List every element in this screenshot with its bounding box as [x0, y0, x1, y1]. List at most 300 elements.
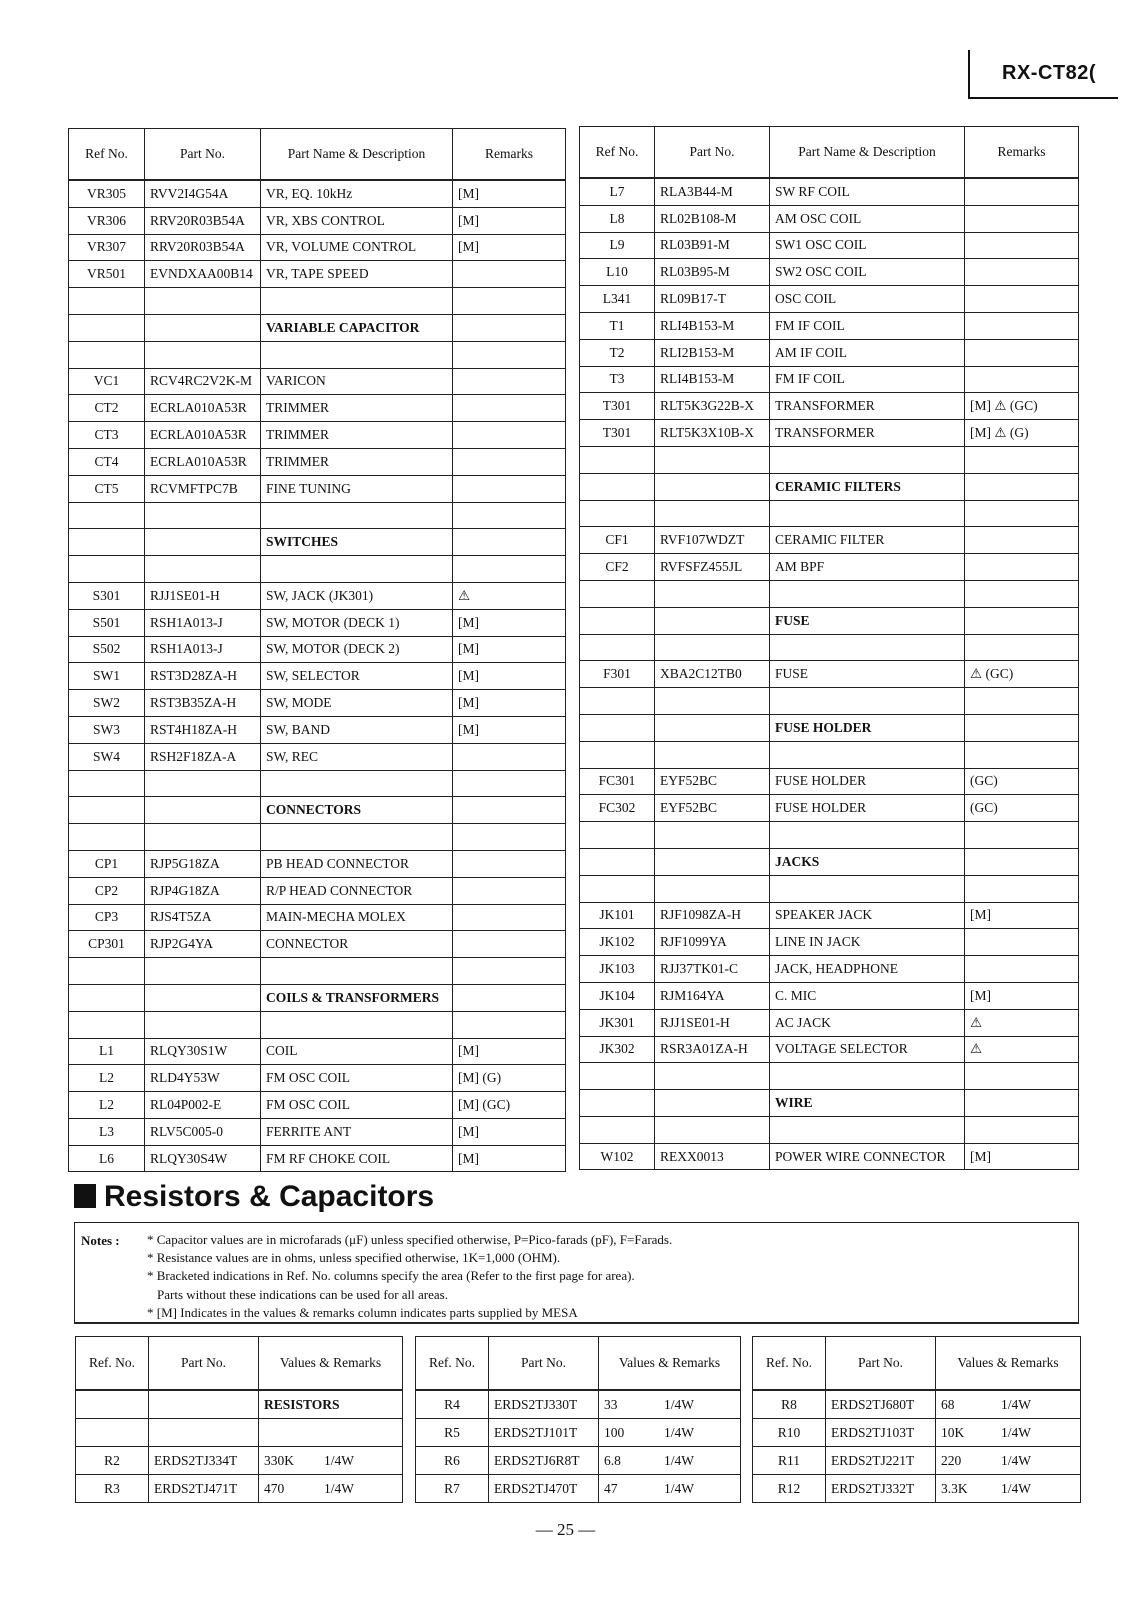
cell-ref-no: T3 [580, 366, 655, 393]
cell-remarks: (GC) [965, 795, 1079, 822]
cell-ref-no [69, 770, 145, 797]
cell-part-no: RRV20R03B54A [145, 234, 261, 261]
cell-part-no: ERDS2TJ221T [826, 1447, 936, 1475]
cell-description: FERRITE ANT [261, 1118, 453, 1145]
cell-part-no: RVFSFZ455JL [655, 554, 770, 581]
table-row [580, 1143, 1079, 1170]
col-ref-no: Ref. No. [416, 1337, 489, 1391]
table-row [69, 1065, 566, 1092]
cell-part-no [655, 822, 770, 849]
cell-ref-no: VC1 [69, 368, 145, 395]
cell-values-remarks [936, 1419, 1081, 1447]
cell-description: AM BPF [770, 554, 965, 581]
resistance-value: 10K [941, 1424, 965, 1440]
table-row [76, 1475, 403, 1503]
cell-part-no: RL03B91-M [655, 232, 770, 259]
cell-part-no: ERDS2TJ6R8T [489, 1447, 599, 1475]
table-row [69, 904, 566, 931]
cell-ref-no: R7 [416, 1475, 489, 1503]
cell-ref-no: CF2 [580, 554, 655, 581]
section-bullet-icon [74, 1184, 96, 1208]
cell-part-no: RL04P002-E [145, 1092, 261, 1119]
cell-description [770, 500, 965, 527]
cell-description: CERAMIC FILTER [770, 527, 965, 554]
cell-part-no: ERDS2TJ332T [826, 1475, 936, 1503]
cell-ref-no [69, 1011, 145, 1038]
wattage-value: 1/4W [324, 1452, 354, 1468]
cell-ref-no: SW4 [69, 743, 145, 770]
cell-ref-no [580, 607, 655, 634]
table-row [580, 500, 1079, 527]
cell-description: FUSE HOLDER [770, 768, 965, 795]
table-row [69, 609, 566, 636]
section-heading: FUSE HOLDER [770, 714, 965, 741]
cell-part-no: ERDS2TJ471T [149, 1475, 259, 1503]
table-row [416, 1390, 741, 1419]
cell-ref-no [76, 1419, 149, 1447]
cell-remarks [965, 446, 1079, 473]
cell-ref-no: L341 [580, 286, 655, 313]
table-row [753, 1390, 1081, 1419]
cell-ref-no [580, 500, 655, 527]
cell-remarks [965, 205, 1079, 232]
notes-list [147, 1231, 672, 1322]
resistance-value: 3.3K [941, 1480, 968, 1496]
cell-remarks: (GC) [965, 768, 1079, 795]
cell-ref-no [69, 529, 145, 556]
cell-remarks [965, 527, 1079, 554]
cell-part-no [655, 875, 770, 902]
cell-ref-no [69, 341, 145, 368]
table-row [580, 1090, 1079, 1117]
section-heading: CERAMIC FILTERS [770, 473, 965, 500]
wattage-value: 1/4W [1001, 1424, 1031, 1440]
wattage-value: 1/4W [664, 1452, 694, 1468]
cell-part-no: RLA3B44-M [655, 178, 770, 205]
cell-ref-no [69, 958, 145, 985]
cell-remarks [965, 1063, 1079, 1090]
cell-remarks [453, 261, 566, 288]
resistance-value: 68 [941, 1396, 955, 1412]
table-row [69, 1118, 566, 1145]
table-row [69, 368, 566, 395]
cell-ref-no: R11 [753, 1447, 826, 1475]
cell-description [770, 741, 965, 768]
cell-description: SW, JACK (JK301) [261, 582, 453, 609]
cell-description: TRIMMER [261, 448, 453, 475]
table-row [69, 180, 566, 207]
cell-part-no [145, 502, 261, 529]
cell-ref-no [69, 288, 145, 315]
cell-remarks: [M] [453, 1118, 566, 1145]
cell-part-no: ERDS2TJ101T [489, 1419, 599, 1447]
col-description: Part Name & Description [261, 129, 453, 181]
table-row [580, 822, 1079, 849]
cell-remarks [965, 714, 1079, 741]
table-row [753, 1475, 1081, 1503]
col-part-no: Part No. [655, 127, 770, 179]
col-part-no: Part No. [145, 129, 261, 181]
table-row [69, 984, 566, 1011]
cell-part-no [655, 446, 770, 473]
cell-values-remarks [599, 1390, 741, 1419]
cell-ref-no: CT5 [69, 475, 145, 502]
cell-ref-no: F301 [580, 661, 655, 688]
table-row [580, 607, 1079, 634]
resistance-value: 470 [264, 1480, 285, 1496]
table-row [580, 795, 1079, 822]
cell-ref-no: CF1 [580, 527, 655, 554]
resistance-value: 330K [264, 1452, 294, 1468]
cell-description: MAIN-MECHA MOLEX [261, 904, 453, 931]
cell-remarks [965, 554, 1079, 581]
section-heading: FUSE [770, 607, 965, 634]
cell-ref-no [76, 1390, 149, 1419]
cell-description [770, 580, 965, 607]
cell-part-no: RLQY30S1W [145, 1038, 261, 1065]
cell-description: COIL [261, 1038, 453, 1065]
cell-description: AM IF COIL [770, 339, 965, 366]
cell-part-no: RST3B35ZA-H [145, 690, 261, 717]
table-row [580, 929, 1079, 956]
col-remarks: Remarks [965, 127, 1079, 179]
cell-part-no: ERDS2TJ103T [826, 1419, 936, 1447]
cell-part-no: RVF107WDZT [655, 527, 770, 554]
cell-description: JACK, HEADPHONE [770, 956, 965, 983]
cell-ref-no: JK301 [580, 1009, 655, 1036]
cell-part-no: RRV20R03B54A [145, 207, 261, 234]
parts-table-left [68, 128, 566, 1172]
cell-ref-no: W102 [580, 1143, 655, 1170]
cell-description [261, 770, 453, 797]
cell-description [261, 958, 453, 985]
section-title-text: Resistors & Capacitors [104, 1180, 435, 1213]
cell-part-no [145, 341, 261, 368]
cell-description: VR, EQ. 10kHz [261, 180, 453, 207]
cell-description: VR, TAPE SPEED [261, 261, 453, 288]
cell-ref-no: VR307 [69, 234, 145, 261]
cell-description: VR, XBS CONTROL [261, 207, 453, 234]
cell-remarks [965, 286, 1079, 313]
cell-remarks: [M] [453, 180, 566, 207]
cell-part-no [655, 1063, 770, 1090]
cell-part-no: RCV4RC2V2K-M [145, 368, 261, 395]
cell-values-remarks [936, 1475, 1081, 1503]
cell-description: SW2 OSC COIL [770, 259, 965, 286]
col-ref-no: Ref No. [69, 129, 145, 181]
cell-part-no: RL03B95-M [655, 259, 770, 286]
table-row [580, 420, 1079, 447]
cell-ref-no: S501 [69, 609, 145, 636]
cell-part-no: RL09B17-T [655, 286, 770, 313]
cell-remarks [453, 422, 566, 449]
cell-remarks: [M] [453, 207, 566, 234]
col-values-remarks: Values & Remarks [599, 1337, 741, 1391]
section-heading: CONNECTORS [261, 797, 453, 824]
table-row [580, 741, 1079, 768]
cell-remarks [965, 875, 1079, 902]
cell-ref-no: VR306 [69, 207, 145, 234]
cell-remarks [965, 634, 1079, 661]
cell-remarks: ⚠ (GC) [965, 661, 1079, 688]
cell-description: FM IF COIL [770, 312, 965, 339]
cell-ref-no [580, 473, 655, 500]
table-row [69, 207, 566, 234]
section-heading: VARIABLE CAPACITOR [261, 314, 453, 341]
cell-remarks [965, 1116, 1079, 1143]
cell-ref-no: JK103 [580, 956, 655, 983]
cell-remarks: [M] [453, 609, 566, 636]
table-row [580, 982, 1079, 1009]
cell-part-no: RSH2F18ZA-A [145, 743, 261, 770]
table-row [580, 1063, 1079, 1090]
wattage-value: 1/4W [664, 1480, 694, 1496]
col-ref-no: Ref. No. [753, 1337, 826, 1391]
cell-remarks [453, 502, 566, 529]
cell-description: R/P HEAD CONNECTOR [261, 877, 453, 904]
note-item: * Capacitor values are in microfarads (μF) unless specified otherwise, P=Pico-farads (pF), F=Farads. [147, 1232, 673, 1247]
cell-ref-no [580, 822, 655, 849]
cell-ref-no [580, 580, 655, 607]
cell-part-no: RJF1099YA [655, 929, 770, 956]
cell-ref-no: R12 [753, 1475, 826, 1503]
table-row [69, 690, 566, 717]
cell-part-no: RJS4T5ZA [145, 904, 261, 931]
table-row [580, 259, 1079, 286]
cell-ref-no: L8 [580, 205, 655, 232]
cell-ref-no: CT4 [69, 448, 145, 475]
cell-remarks: ⚠ [965, 1036, 1079, 1063]
cell-remarks [453, 958, 566, 985]
table-row [69, 931, 566, 958]
table-row [69, 422, 566, 449]
table-row [69, 288, 566, 315]
cell-ref-no: R5 [416, 1419, 489, 1447]
table-row [69, 958, 566, 985]
cell-description: SW, BAND [261, 716, 453, 743]
resistance-value: 47 [604, 1480, 618, 1496]
cell-part-no [149, 1390, 259, 1419]
cell-remarks [965, 848, 1079, 875]
table-row [69, 448, 566, 475]
cell-values-remarks [259, 1447, 403, 1475]
cell-description: SW, MOTOR (DECK 2) [261, 636, 453, 663]
cell-remarks: [M] [965, 982, 1079, 1009]
cell-part-no [145, 797, 261, 824]
cell-remarks: ⚠ [453, 582, 566, 609]
cell-part-no: ERDS2TJ334T [149, 1447, 259, 1475]
cell-ref-no: T301 [580, 420, 655, 447]
cell-values-remarks [599, 1419, 741, 1447]
table-row [69, 1011, 566, 1038]
cell-remarks: [M] ⚠ (GC) [965, 393, 1079, 420]
table-row [69, 636, 566, 663]
cell-description: OSC COIL [770, 286, 965, 313]
cell-ref-no: T1 [580, 312, 655, 339]
cell-remarks [965, 956, 1079, 983]
cell-remarks: [M] [965, 902, 1079, 929]
cell-part-no: RJF1098ZA-H [655, 902, 770, 929]
cell-ref-no: L7 [580, 178, 655, 205]
table-header-row [753, 1337, 1081, 1391]
cell-remarks [453, 824, 566, 851]
cell-ref-no: R6 [416, 1447, 489, 1475]
cell-remarks [965, 1090, 1079, 1117]
table-row [69, 663, 566, 690]
cell-remarks [965, 741, 1079, 768]
cell-part-no [655, 688, 770, 715]
cell-values-remarks [599, 1447, 741, 1475]
wattage-value: 1/4W [1001, 1396, 1031, 1412]
cell-description [261, 502, 453, 529]
cell-ref-no: R4 [416, 1390, 489, 1419]
cell-part-no: RLQY30S4W [145, 1145, 261, 1172]
cell-description: SPEAKER JACK [770, 902, 965, 929]
cell-remarks [453, 395, 566, 422]
cell-part-no: RVV2I4G54A [145, 180, 261, 207]
table-row [580, 527, 1079, 554]
col-ref-no: Ref. No. [76, 1337, 149, 1391]
cell-description: SW, REC [261, 743, 453, 770]
table-row [753, 1419, 1081, 1447]
cell-part-no: RJJ37TK01-C [655, 956, 770, 983]
cell-description: SW, MODE [261, 690, 453, 717]
cell-part-no [145, 958, 261, 985]
resistance-value: 6.8 [604, 1452, 621, 1468]
cell-description: SW, MOTOR (DECK 1) [261, 609, 453, 636]
cell-remarks [965, 312, 1079, 339]
cell-remarks [453, 931, 566, 958]
cell-ref-no: VR305 [69, 180, 145, 207]
cell-values-remarks [259, 1419, 403, 1447]
cell-ref-no [580, 688, 655, 715]
cell-remarks [453, 448, 566, 475]
table-header-row [76, 1337, 403, 1391]
table-row [416, 1447, 741, 1475]
cell-description [261, 288, 453, 315]
table-row [580, 554, 1079, 581]
cell-part-no: ERDS2TJ330T [489, 1390, 599, 1419]
cell-ref-no: T301 [580, 393, 655, 420]
resistor-table-1 [75, 1336, 403, 1503]
table-row [580, 366, 1079, 393]
cell-ref-no: S301 [69, 582, 145, 609]
cell-description: FM OSC COIL [261, 1065, 453, 1092]
cell-remarks [453, 341, 566, 368]
cell-part-no: RJP2G4YA [145, 931, 261, 958]
cell-part-no: RLI4B153-M [655, 366, 770, 393]
cell-description: SW RF COIL [770, 178, 965, 205]
cell-ref-no: JK104 [580, 982, 655, 1009]
cell-remarks: [M] (GC) [453, 1092, 566, 1119]
table-row [580, 205, 1079, 232]
cell-part-no [655, 1116, 770, 1143]
cell-description [261, 341, 453, 368]
table-row [76, 1419, 403, 1447]
cell-part-no: ECRLA010A53R [145, 422, 261, 449]
table-row [69, 502, 566, 529]
cell-ref-no: FC301 [580, 768, 655, 795]
cell-description: SW1 OSC COIL [770, 232, 965, 259]
table-row [69, 395, 566, 422]
note-item: * Bracketed indications in Ref. No. columns specify the area (Refer to the first page for area). [147, 1268, 635, 1284]
table-row [580, 339, 1079, 366]
cell-part-no: EYF52BC [655, 768, 770, 795]
cell-remarks [965, 580, 1079, 607]
cell-ref-no: R3 [76, 1475, 149, 1503]
cell-part-no [655, 580, 770, 607]
cell-ref-no: L10 [580, 259, 655, 286]
cell-ref-no [69, 984, 145, 1011]
cell-remarks [965, 339, 1079, 366]
cell-ref-no [580, 848, 655, 875]
col-part-no: Part No. [489, 1337, 599, 1391]
cell-remarks [965, 500, 1079, 527]
cell-ref-no: JK101 [580, 902, 655, 929]
cell-part-no [145, 556, 261, 583]
cell-description: TRANSFORMER [770, 393, 965, 420]
cell-part-no [145, 314, 261, 341]
cell-part-no [655, 634, 770, 661]
note-item: Parts without these indications can be used for all areas. [157, 1286, 448, 1302]
cell-remarks: [M] (G) [453, 1065, 566, 1092]
table-row [69, 1145, 566, 1172]
resistance-value: 33 [604, 1396, 618, 1412]
cell-ref-no: L3 [69, 1118, 145, 1145]
table-row [580, 232, 1079, 259]
wattage-value: 1/4W [324, 1480, 354, 1496]
cell-description [261, 1011, 453, 1038]
col-description: Part Name & Description [770, 127, 965, 179]
table-row [69, 1092, 566, 1119]
cell-ref-no: S502 [69, 636, 145, 663]
cell-remarks: [M] [965, 1143, 1079, 1170]
cell-remarks: ⚠ [965, 1009, 1079, 1036]
cell-part-no [145, 1011, 261, 1038]
cell-part-no: EYF52BC [655, 795, 770, 822]
cell-remarks [453, 877, 566, 904]
cell-ref-no: CP301 [69, 931, 145, 958]
cell-values-remarks [259, 1475, 403, 1503]
cell-ref-no [580, 714, 655, 741]
table-row [580, 178, 1079, 205]
cell-part-no [655, 741, 770, 768]
table-row [753, 1447, 1081, 1475]
table-row [580, 956, 1079, 983]
cell-ref-no: CT3 [69, 422, 145, 449]
wattage-value: 1/4W [664, 1396, 694, 1412]
cell-remarks [453, 475, 566, 502]
resistance-value: 100 [604, 1424, 625, 1440]
cell-description [770, 446, 965, 473]
table-row [69, 556, 566, 583]
cell-description: POWER WIRE CONNECTOR [770, 1143, 965, 1170]
cell-part-no: RJP4G18ZA [145, 877, 261, 904]
cell-remarks [453, 770, 566, 797]
page-number: — 25 — [535, 1520, 596, 1539]
table-row [69, 743, 566, 770]
cell-remarks [453, 529, 566, 556]
cell-ref-no: R10 [753, 1419, 826, 1447]
cell-ref-no [69, 797, 145, 824]
cell-part-no: RSH1A013-J [145, 609, 261, 636]
cell-ref-no [69, 314, 145, 341]
table-row [69, 234, 566, 261]
cell-part-no: RSR3A01ZA-H [655, 1036, 770, 1063]
section-heading: RESISTORS [259, 1390, 403, 1419]
cell-part-no: RLT5K3X10B-X [655, 420, 770, 447]
table-row [69, 475, 566, 502]
